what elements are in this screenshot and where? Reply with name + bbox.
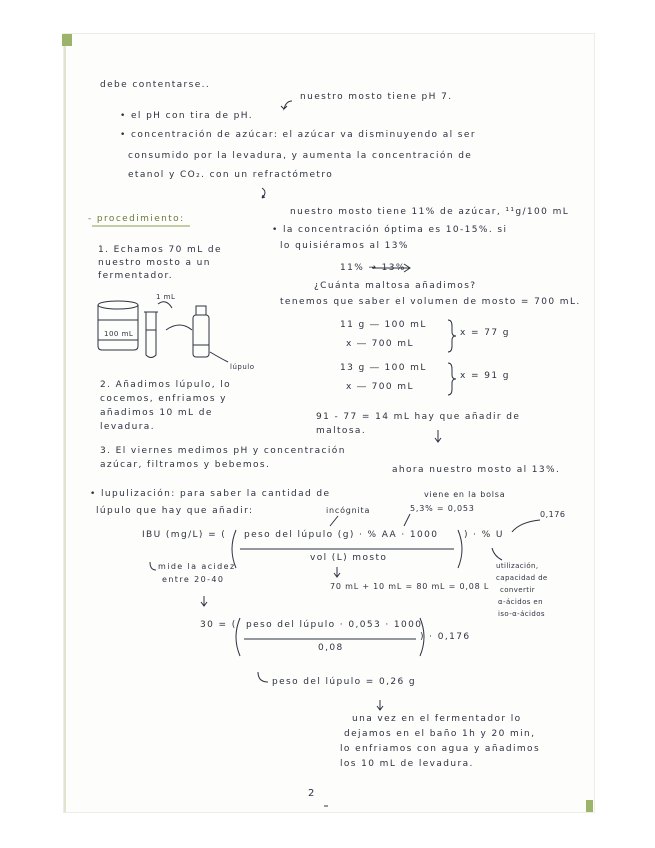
note-acidez: mide la acidez	[158, 562, 236, 571]
note-line: tenemos que saber el volumen de mosto = 700 mL.	[280, 297, 581, 307]
note-line: etanol y CO₂. con un refractómetro	[128, 170, 334, 180]
curved-arrow-icon	[281, 101, 292, 109]
note-bolsa: viene en la bolsa	[424, 490, 506, 499]
final-note: los 10 mL de levadura.	[340, 759, 474, 769]
pointer-line	[210, 352, 228, 362]
formula-ibu-rhs: ) · % U	[464, 530, 504, 540]
page-number: 2	[308, 788, 316, 799]
parenthesis	[458, 530, 462, 568]
calc-line: 13 g ― 100 mL	[340, 363, 427, 373]
pointer-line	[492, 548, 502, 560]
note-line: • concentración de azúcar: el azúcar va disminuyendo al ser	[120, 130, 476, 140]
hook-arrow-icon	[258, 672, 268, 682]
calc-result: x = 77 g	[460, 328, 510, 338]
down-arrow-icon	[201, 596, 207, 606]
note-utilization: capacidad de	[496, 574, 548, 582]
parenthesis	[236, 618, 240, 656]
calc-line: x ― 700 mL	[346, 339, 414, 349]
final-note: una vez en el fermentador lo	[352, 714, 522, 724]
formula-ibu-numerator: peso del lúpulo (g) · % AA · 1000	[244, 530, 439, 540]
formula-ibu-lhs: IBU (mg/L) = (	[142, 530, 227, 540]
calc-line: x ― 700 mL	[346, 382, 414, 392]
down-arrow-icon	[334, 567, 340, 577]
formula-2-lhs: 30 = (	[200, 620, 237, 630]
final-note: dejamos en el baño 1h y 20 min,	[344, 729, 536, 739]
note-line: lúpulo que hay que añadir:	[96, 506, 254, 516]
calc-result: x = 91 g	[460, 371, 510, 381]
pointer-line	[404, 514, 410, 526]
note-incognita: incógnita	[326, 506, 371, 515]
note-percentage: 5,3% = 0,053	[410, 504, 475, 513]
hop-bottle-icon	[193, 306, 209, 357]
formula-2-rhs: ) · 0,176	[420, 632, 471, 642]
curved-arrow-icon	[262, 188, 265, 198]
hook-arrow-icon	[150, 562, 156, 570]
note-volume: 70 mL + 10 mL = 80 mL = 0,08 L	[330, 582, 490, 591]
note-line: 11% → 13%	[340, 263, 406, 273]
calc-line: 11 g ― 100 mL	[340, 320, 427, 330]
curved-arrow-icon	[158, 302, 172, 308]
brace-right	[448, 320, 456, 352]
parenthesis	[232, 530, 236, 568]
down-arrow-icon	[435, 430, 441, 442]
step-3: 3. El viernes medimos pH y concentración azúcar, filtramos y bebemos.	[100, 446, 346, 470]
note-line: consumido por la levadura, y aumenta la concentración de	[128, 151, 473, 161]
note-utilization: utilización,	[496, 562, 539, 570]
result-line: peso del lúpulo = 0,26 g	[272, 677, 417, 687]
note-line: • la concentración óptima es 10-15%. si	[272, 225, 508, 235]
section-heading: - procedimiento:	[88, 214, 185, 224]
note-utilization: convertir	[500, 586, 536, 594]
formula-2-numerator: peso del lúpulo · 0,053 · 1000	[246, 620, 423, 630]
step-2: 2. Añadimos lúpulo, lo cocemos, enfriamos y añadimos 10 mL de levadura.	[100, 380, 232, 432]
beaker-icon	[98, 301, 138, 350]
parenthesis	[420, 618, 424, 656]
pointer-line	[330, 516, 338, 526]
label-lupulo: lúpulo	[230, 363, 255, 371]
calc-final: ahora nuestro mosto al 13%.	[392, 465, 561, 475]
note-utilization: α-ácidos en	[498, 598, 543, 606]
final-note: lo enfriamos con agua y añadimos	[340, 744, 541, 754]
curved-arrow-icon	[166, 325, 192, 330]
brace-right	[448, 363, 456, 395]
formula-ibu-denominator: vol (L) mosto	[310, 553, 388, 563]
down-arrow-icon	[377, 700, 383, 710]
note-utilization-value: 0,176	[540, 510, 566, 519]
test-tube-icon	[144, 312, 158, 358]
label-100ml: 100 mL	[104, 330, 134, 338]
note-line: debe contentarse..	[100, 80, 211, 90]
note-utilization: iso-α-ácidos	[498, 610, 545, 618]
note-line: lo quisiéramos al 13%	[280, 241, 409, 251]
question: ¿Cuánta maltosa añadimos?	[314, 281, 477, 291]
step-1: 1. Echamos 70 mL de nuestro mosto a un fermentador.	[98, 245, 222, 281]
label-1ml: 1 mL	[156, 293, 176, 301]
formula-2-denominator: 0,08	[318, 643, 344, 653]
note-acidez: entre 20-40	[162, 575, 225, 584]
note-line: • el pH con tira de pH.	[120, 111, 254, 121]
note-line: • lupulización: para saber la cantidad de	[90, 489, 331, 499]
note-line: nuestro mosto tiene 11% de azúcar, ¹¹g/100 mL	[290, 207, 570, 217]
calc-diff: 91 - 77 = 14 mL hay que añadir de maltosa.	[316, 412, 521, 436]
note-line: nuestro mosto tiene pH 7.	[300, 92, 453, 102]
pointer-line	[512, 520, 540, 532]
